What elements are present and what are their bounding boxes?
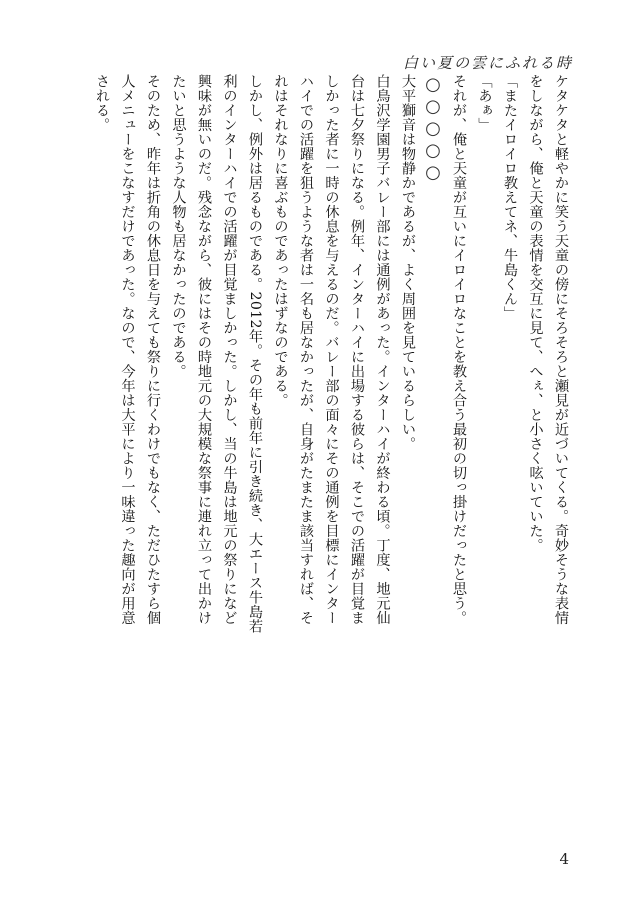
paragraph: それが、俺と天童が互いにイロイロなことを教え合う最初の切っ掛けだったと思う。 bbox=[451, 74, 467, 625]
paragraph: ケタケタと軽やかに笑う天童の傍にそろそろと瀬見が近づいてくる。奇妙そうな表情をしながら、俺と天童の表情を交互に見て、へぇ、と小さく呟いていた。 bbox=[527, 74, 569, 625]
paragraph: そのため、昨年は折角の休息日を与えても祭りに行くわけでもなく、ただひたすら個人メニューをこなすだけであった。なので、今年は大平により一味違った趣向が用意される。 bbox=[94, 74, 161, 625]
page-number: 4 bbox=[559, 850, 569, 868]
body-text bbox=[53, 74, 573, 634]
dialogue-line: 「またイロイロ教えてネ、牛島くん」 bbox=[502, 74, 518, 321]
dialogue-line: 「あぁ」 bbox=[476, 74, 493, 132]
paragraph: しかし、例外は居るものである。2012年。その年も前年に引き続き、大エース牛島若利のインターハイでの活躍が目覚ましかった。しかし、当の牛島は地元の祭りになど興味が無いのだ。残念ながら、彼にはその時地元の大規模な祭事に連れ立って出かけたいと思うような人物も居なかったのである。 bbox=[170, 74, 263, 634]
running-title: 白い夏の雲にふれる時 bbox=[402, 54, 573, 72]
paragraph: 白鳥沢学園男子バレー部には通例があった。インターハイが終わる頃。丁度、地元仙台は七夕祭りになる。例年、インターハイに出場する彼らは、そこでの活躍が目覚ましかった者に一時の休息を与えるのだ。バレー部の面々にその通例を目標にインターハイでの活躍を狙うような者は一名も居なかったが、自身がたまたま該当すれば、それはそれなりに喜ぶものであったはずなのである。 bbox=[272, 74, 391, 625]
section-divider: ○○○○○ bbox=[422, 74, 444, 184]
paragraph: 大平獅音は物静かであるが、よく周囲を見ているらしい。 bbox=[400, 74, 416, 451]
